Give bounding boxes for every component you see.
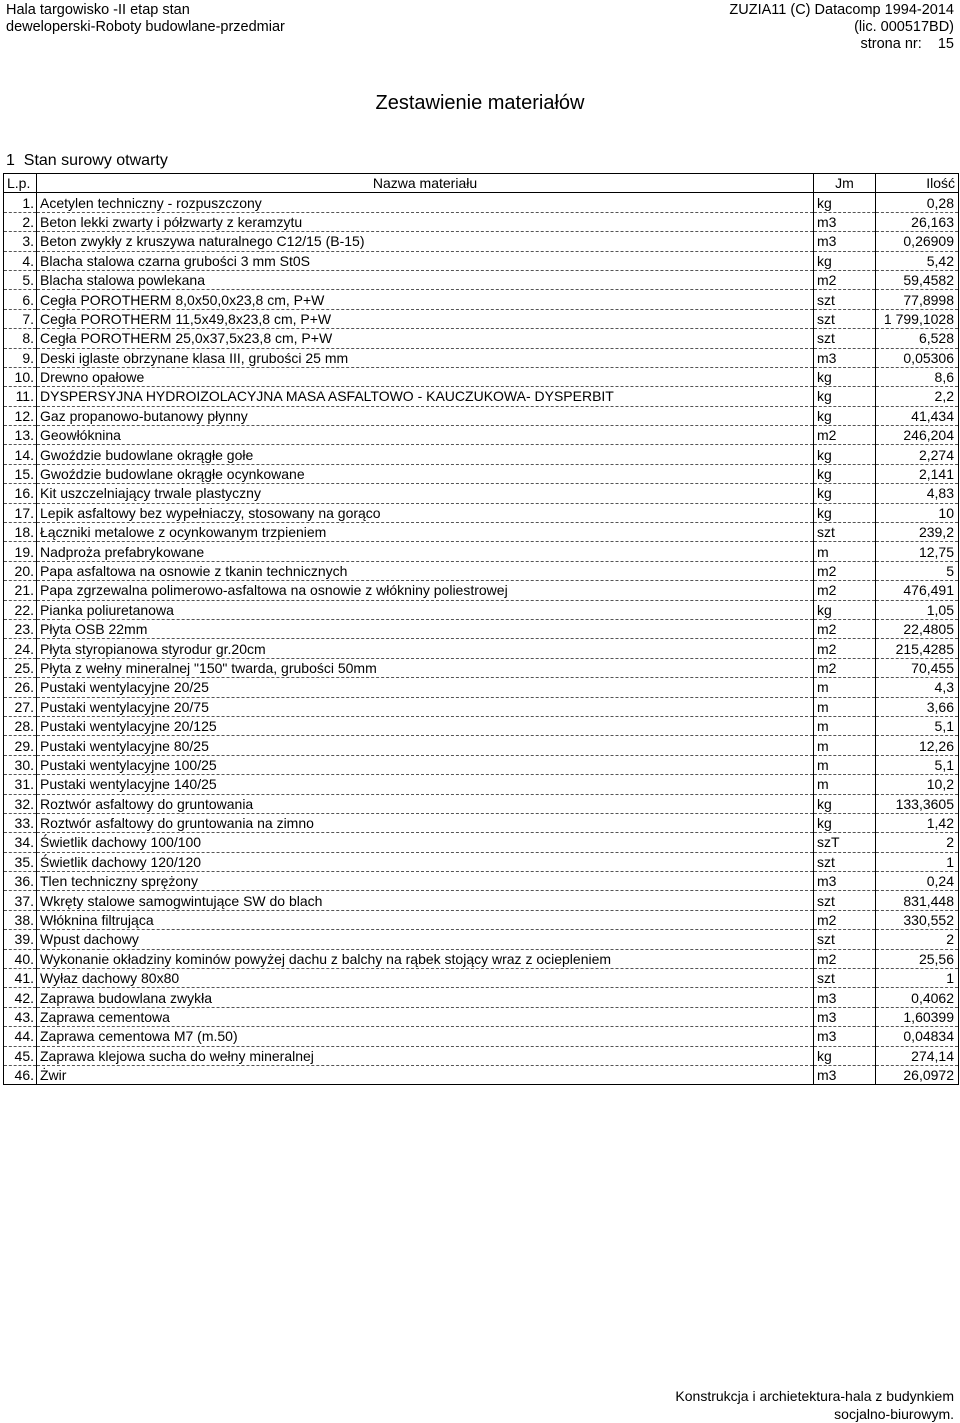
row-lp: 33. <box>4 813 37 832</box>
table-row <box>4 872 959 891</box>
header-license: (lic. 000517BD) <box>854 19 954 35</box>
table-row <box>4 309 959 328</box>
row-name: Wykonanie okładziny kominów powyżej dachu z balchy na rąbek stojący wraz z ociepleniem <box>37 949 814 968</box>
row-jm: kg <box>814 1046 876 1065</box>
row-jm: m2 <box>814 639 876 658</box>
row-name: Pustaki wentylacyjne 20/25 <box>37 678 814 697</box>
row-qty: 2,2 <box>876 387 959 406</box>
row-lp: 20. <box>4 561 37 580</box>
table-row <box>4 852 959 871</box>
row-lp: 38. <box>4 910 37 929</box>
row-jm: szt <box>814 891 876 910</box>
row-lp: 6. <box>4 290 37 309</box>
row-jm: m2 <box>814 270 876 289</box>
row-jm: kg <box>814 464 876 483</box>
header-left <box>6 2 285 36</box>
row-jm: kg <box>814 600 876 619</box>
materials-table <box>3 173 959 1085</box>
row-qty: 5,42 <box>876 251 959 270</box>
row-lp: 16. <box>4 484 37 503</box>
row-lp: 30. <box>4 755 37 774</box>
table-row <box>4 755 959 774</box>
row-name: Żwir <box>37 1065 814 1084</box>
row-jm: m3 <box>814 872 876 891</box>
row-name: Drewno opałowe <box>37 367 814 386</box>
table-row <box>4 619 959 638</box>
row-lp: 10. <box>4 367 37 386</box>
row-lp: 14. <box>4 445 37 464</box>
row-qty: 22,4805 <box>876 619 959 638</box>
row-qty: 246,204 <box>876 426 959 445</box>
table-row <box>4 988 959 1007</box>
row-name: Włóknina filtrująca <box>37 910 814 929</box>
header-qty: Ilość <box>876 174 959 193</box>
row-jm: kg <box>814 387 876 406</box>
row-name: Zaprawa cementowa M7 (m.50) <box>37 1027 814 1046</box>
row-lp: 2. <box>4 212 37 231</box>
table-row <box>4 1007 959 1026</box>
table-row <box>4 232 959 251</box>
row-lp: 34. <box>4 833 37 852</box>
row-name: Papa asfaltowa na osnowie z tkanin technicznych <box>37 561 814 580</box>
row-qty: 3,66 <box>876 697 959 716</box>
row-name: Blacha stalowa powlekana <box>37 270 814 289</box>
table-row <box>4 1046 959 1065</box>
row-name: Tlen techniczny sprężony <box>37 872 814 891</box>
row-jm: m <box>814 697 876 716</box>
row-qty: 0,24 <box>876 872 959 891</box>
header-lp: L.p. <box>4 174 37 193</box>
row-lp: 31. <box>4 775 37 794</box>
table-row <box>4 581 959 600</box>
row-name: DYSPERSYJNA HYDROIZOLACYJNA MASA ASFALTOWO - KAUCZUKOWA- DYSPERBIT <box>37 387 814 406</box>
table-row <box>4 678 959 697</box>
row-jm: kg <box>814 367 876 386</box>
row-name: Gaz propanowo-butanowy płynny <box>37 406 814 425</box>
row-name: Cegła POROTHERM 11,5x49,8x23,8 cm, P+W <box>37 309 814 328</box>
row-qty: 215,4285 <box>876 639 959 658</box>
row-qty: 0,26909 <box>876 232 959 251</box>
row-qty: 12,26 <box>876 736 959 755</box>
row-jm: szt <box>814 523 876 542</box>
row-name: Deski iglaste obrzynane klasa III, grubości 25 mm <box>37 348 814 367</box>
row-qty: 26,163 <box>876 212 959 231</box>
row-name: Świetlik dachowy 120/120 <box>37 852 814 871</box>
row-jm: kg <box>814 251 876 270</box>
row-jm: m2 <box>814 910 876 929</box>
table-row <box>4 833 959 852</box>
row-jm: szt <box>814 309 876 328</box>
row-qty: 330,552 <box>876 910 959 929</box>
table-row <box>4 736 959 755</box>
row-qty: 41,434 <box>876 406 959 425</box>
row-name: Świetlik dachowy 100/100 <box>37 833 814 852</box>
row-lp: 11. <box>4 387 37 406</box>
row-name: Geowłóknina <box>37 426 814 445</box>
row-lp: 46. <box>4 1065 37 1084</box>
row-lp: 25. <box>4 658 37 677</box>
table-row <box>4 658 959 677</box>
row-qty: 8,6 <box>876 367 959 386</box>
row-qty: 0,04834 <box>876 1027 959 1046</box>
table-row <box>4 367 959 386</box>
row-name: Płyta z wełny mineralnej "150" twarda, grubości 50mm <box>37 658 814 677</box>
row-lp: 3. <box>4 232 37 251</box>
header-project-name: Hala targowisko -II etap stan <box>6 2 190 18</box>
table-row <box>4 348 959 367</box>
row-qty: 26,0972 <box>876 1065 959 1084</box>
row-lp: 22. <box>4 600 37 619</box>
row-qty: 25,56 <box>876 949 959 968</box>
row-jm: kg <box>814 406 876 425</box>
footer-line-2: socjalno-biurowym. <box>834 1406 954 1422</box>
row-jm: szt <box>814 930 876 949</box>
table-row <box>4 464 959 483</box>
row-lp: 17. <box>4 503 37 522</box>
row-qty: 70,455 <box>876 658 959 677</box>
section-heading: 1 Stan surowy otwarty <box>6 152 168 169</box>
row-qty: 5,1 <box>876 716 959 735</box>
row-jm: m3 <box>814 348 876 367</box>
table-header-row <box>4 174 959 193</box>
row-name: Cegła POROTHERM 8,0x50,0x23,8 cm, P+W <box>37 290 814 309</box>
row-name: Papa zgrzewalna polimerowo-asfaltowa na osnowie z włókniny poliestrowej <box>37 581 814 600</box>
row-name: Pustaki wentylacyjne 20/125 <box>37 716 814 735</box>
table-row <box>4 969 959 988</box>
row-jm: m3 <box>814 1065 876 1084</box>
row-jm: m <box>814 775 876 794</box>
row-jm: m <box>814 678 876 697</box>
table-row <box>4 426 959 445</box>
row-lp: 43. <box>4 1007 37 1026</box>
table-row <box>4 329 959 348</box>
row-qty: 0,05306 <box>876 348 959 367</box>
row-lp: 45. <box>4 1046 37 1065</box>
row-jm: szt <box>814 329 876 348</box>
row-name: Pianka poliuretanowa <box>37 600 814 619</box>
row-jm: m2 <box>814 561 876 580</box>
row-qty: 2,274 <box>876 445 959 464</box>
footer-line-1: Konstrukcja i archietektura-hala z budynkiem <box>675 1388 954 1404</box>
page-title: Zestawienie materiałów <box>375 92 585 114</box>
row-qty: 1,60399 <box>876 1007 959 1026</box>
header-name: Nazwa materiału <box>37 174 814 193</box>
row-lp: 1. <box>4 193 37 212</box>
row-jm: m3 <box>814 232 876 251</box>
row-lp: 44. <box>4 1027 37 1046</box>
row-jm: kg <box>814 193 876 212</box>
row-jm: m2 <box>814 949 876 968</box>
row-lp: 15. <box>4 464 37 483</box>
table-row <box>4 406 959 425</box>
row-lp: 26. <box>4 678 37 697</box>
row-lp: 12. <box>4 406 37 425</box>
row-name: Kit uszczelniający trwale plastyczny <box>37 484 814 503</box>
row-lp: 32. <box>4 794 37 813</box>
row-jm: m2 <box>814 619 876 638</box>
table-row <box>4 445 959 464</box>
table-row <box>4 251 959 270</box>
row-name: Pustaki wentylacyjne 140/25 <box>37 775 814 794</box>
header-software: ZUZIA11 (C) Datacomp 1994-2014 <box>729 2 954 18</box>
row-lp: 39. <box>4 930 37 949</box>
row-qty: 1 <box>876 852 959 871</box>
table-row <box>4 503 959 522</box>
table-row <box>4 1027 959 1046</box>
row-jm: m2 <box>814 426 876 445</box>
row-qty: 1,05 <box>876 600 959 619</box>
row-qty: 10,2 <box>876 775 959 794</box>
row-lp: 29. <box>4 736 37 755</box>
row-name: Pustaki wentylacyjne 100/25 <box>37 755 814 774</box>
row-qty: 476,491 <box>876 581 959 600</box>
row-lp: 18. <box>4 523 37 542</box>
table-row <box>4 949 959 968</box>
row-qty: 133,3605 <box>876 794 959 813</box>
row-name: Wyłaz dachowy 80x80 <box>37 969 814 988</box>
row-name: Roztwór asfaltowy do gruntowania na zimno <box>37 813 814 832</box>
header-project-subtitle: deweloperskі-Roboty budowlane-przedmiar <box>6 19 285 35</box>
row-name: Płyta OSB 22mm <box>37 619 814 638</box>
row-qty: 0,4062 <box>876 988 959 1007</box>
row-jm: m2 <box>814 581 876 600</box>
row-jm: szt <box>814 852 876 871</box>
row-name: Cegła POROTHERM 25,0x37,5x23,8 cm, P+W <box>37 329 814 348</box>
table-row <box>4 639 959 658</box>
row-qty: 1 <box>876 969 959 988</box>
row-lp: 35. <box>4 852 37 871</box>
row-lp: 5. <box>4 270 37 289</box>
row-name: Roztwór asfaltowy do gruntowania <box>37 794 814 813</box>
row-lp: 41. <box>4 969 37 988</box>
table-row <box>4 775 959 794</box>
table-row <box>4 891 959 910</box>
row-name: Gwoździe budowlane okrągłe ocynkowane <box>37 464 814 483</box>
table-row <box>4 910 959 929</box>
row-name: Pustaki wentylacyjne 20/75 <box>37 697 814 716</box>
table-row <box>4 542 959 561</box>
row-name: Beton lekki zwarty i półzwarty z keramzytu <box>37 212 814 231</box>
row-jm: szT <box>814 833 876 852</box>
row-jm: kg <box>814 794 876 813</box>
row-name: Acetylen techniczny - rozpuszczony <box>37 193 814 212</box>
row-name: Lepik asfaltowy bez wypełniaczy, stosowany na gorąco <box>37 503 814 522</box>
table-row <box>4 270 959 289</box>
row-name: Wkręty stalowe samogwintujące SW do blach <box>37 891 814 910</box>
row-lp: 21. <box>4 581 37 600</box>
table-row <box>4 697 959 716</box>
row-name: Płyta styropianowa styrodur gr.20cm <box>37 639 814 658</box>
row-lp: 9. <box>4 348 37 367</box>
row-jm: m <box>814 716 876 735</box>
row-name: Łączniki metalowe z ocynkowanym trzpieniem <box>37 523 814 542</box>
row-qty: 831,448 <box>876 891 959 910</box>
row-name: Pustaki wentylacyjne 80/25 <box>37 736 814 755</box>
row-lp: 37. <box>4 891 37 910</box>
row-qty: 239,2 <box>876 523 959 542</box>
row-jm: m2 <box>814 658 876 677</box>
row-lp: 40. <box>4 949 37 968</box>
table-row <box>4 1065 959 1084</box>
row-lp: 28. <box>4 716 37 735</box>
row-jm: kg <box>814 503 876 522</box>
header-right <box>729 2 954 53</box>
row-name: Zaprawa klejowa sucha do wełny mineralnej <box>37 1046 814 1065</box>
table-row <box>4 193 959 212</box>
table-row <box>4 212 959 231</box>
row-qty: 274,14 <box>876 1046 959 1065</box>
row-jm: m3 <box>814 1027 876 1046</box>
row-qty: 2 <box>876 930 959 949</box>
row-jm: kg <box>814 813 876 832</box>
row-qty: 5 <box>876 561 959 580</box>
row-qty: 77,8998 <box>876 290 959 309</box>
table-row <box>4 523 959 542</box>
table-row <box>4 794 959 813</box>
row-lp: 13. <box>4 426 37 445</box>
table-row <box>4 290 959 309</box>
header-jm: Jm <box>814 174 876 193</box>
row-lp: 19. <box>4 542 37 561</box>
row-jm: m <box>814 542 876 561</box>
row-name: Zaprawa budowlana zwykła <box>37 988 814 1007</box>
row-qty: 10 <box>876 503 959 522</box>
row-name: Blacha stalowa czarna grubości 3 mm St0S <box>37 251 814 270</box>
row-qty: 0,28 <box>876 193 959 212</box>
row-qty: 12,75 <box>876 542 959 561</box>
row-lp: 23. <box>4 619 37 638</box>
row-jm: m <box>814 736 876 755</box>
row-qty: 4,3 <box>876 678 959 697</box>
table-row <box>4 930 959 949</box>
row-name: Zaprawa cementowa <box>37 1007 814 1026</box>
row-jm: szt <box>814 290 876 309</box>
table-row <box>4 813 959 832</box>
row-lp: 4. <box>4 251 37 270</box>
row-lp: 8. <box>4 329 37 348</box>
table-row <box>4 600 959 619</box>
row-jm: m3 <box>814 1007 876 1026</box>
row-jm: m3 <box>814 212 876 231</box>
row-name: Beton zwykły z kruszywa naturalnego C12/15 (B-15) <box>37 232 814 251</box>
header-page-number: strona nr: 15 <box>860 36 954 52</box>
row-qty: 2,141 <box>876 464 959 483</box>
row-jm: kg <box>814 484 876 503</box>
row-qty: 6,528 <box>876 329 959 348</box>
row-jm: m3 <box>814 988 876 1007</box>
row-lp: 24. <box>4 639 37 658</box>
table-row <box>4 716 959 735</box>
row-qty: 4,83 <box>876 484 959 503</box>
row-qty: 1 799,1028 <box>876 309 959 328</box>
row-name: Gwoździe budowlane okrągłe gołe <box>37 445 814 464</box>
row-lp: 7. <box>4 309 37 328</box>
row-qty: 5,1 <box>876 755 959 774</box>
row-name: Wpust dachowy <box>37 930 814 949</box>
row-name: Nadproża prefabrykowane <box>37 542 814 561</box>
row-jm: szt <box>814 969 876 988</box>
row-qty: 1,42 <box>876 813 959 832</box>
row-lp: 36. <box>4 872 37 891</box>
table-row <box>4 484 959 503</box>
row-jm: kg <box>814 445 876 464</box>
row-qty: 59,4582 <box>876 270 959 289</box>
row-qty: 2 <box>876 833 959 852</box>
table-row <box>4 387 959 406</box>
row-lp: 42. <box>4 988 37 1007</box>
row-lp: 27. <box>4 697 37 716</box>
row-jm: m <box>814 755 876 774</box>
footer <box>675 1387 954 1423</box>
table-row <box>4 561 959 580</box>
